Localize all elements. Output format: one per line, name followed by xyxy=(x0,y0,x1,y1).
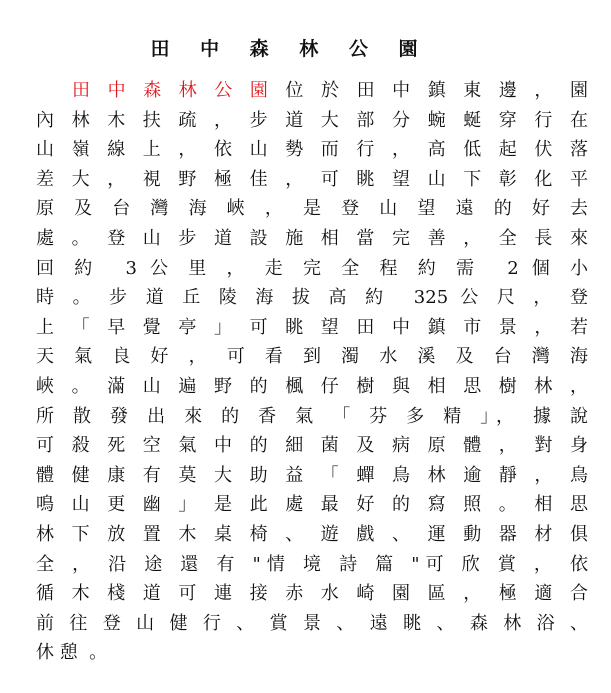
body-line-7: 回 約 3 公 里 ， 走 完 全 程 約 需 2 個 小 xyxy=(36,257,588,279)
document-title: 田 中 森 林 公 園 xyxy=(150,38,430,60)
body-line-4: 差 大 ， 視 野 極 佳 ， 可 眺 望 山 下 彰 化 平 xyxy=(36,168,588,190)
park-name-highlight: 田 中 森 林 公 園 xyxy=(72,80,274,101)
body-line-5: 原 及 台 灣 海 峽 ， 是 登 山 望 遠 的 好 去 xyxy=(36,198,588,220)
body-line-1-text: 位 於 田 中 鎮 東 邊 ， 園 xyxy=(273,80,588,101)
body-line-12: 所 散 發 出 來 的 香 氣 「 芬 多 精 」， 據 說 xyxy=(36,405,588,427)
body-line-11: 峽 。 滿 山 遍 野 的 楓 仔 樹 與 相 思 樹 林 ， xyxy=(36,375,588,397)
body-line-10: 天 氣 良 好 ， 可 看 到 濁 水 溪 及 台 灣 海 xyxy=(36,346,588,368)
body-line-1 xyxy=(36,76,588,106)
body-line-8: 時 。 步 道 丘 陵 海 拔 高 約 325 公 尺 ， 登 xyxy=(36,287,588,309)
body-line-15: 鳴 山 更 幽 」 是 此 處 最 好 的 寫 照 。 相 思 xyxy=(36,494,588,516)
body-line-9: 上 「 早 覺 亭 」 可 眺 望 田 中 鎮 市 景 ， 若 xyxy=(36,316,588,338)
body-line-19: 前 往 登 山 健 行 、 賞 景 、 遠 眺 、 森 林 浴 、 xyxy=(36,612,588,634)
body-line-17: 全 ， 沿 途 還 有 "情 境 詩 篇 "可 欣 賞 ， 依 xyxy=(36,553,588,575)
body-line-16: 林 下 放 置 木 桌 椅 、 遊 戲 、 運 動 器 材 俱 xyxy=(36,523,588,545)
body-line-18: 循 木 棧 道 可 連 接 赤 水 崎 園 區 ， 極 適 合 xyxy=(36,583,588,605)
document-body xyxy=(36,76,588,668)
body-line-6: 處 。 登 山 步 道 設 施 相 當 完 善 ， 全 長 來 xyxy=(36,227,588,249)
body-line-2: 內 林 木 扶 疏 ， 步 道 大 部 分 蜿 蜒 穿 行 在 xyxy=(36,109,588,131)
body-line-20: 休 憩 。 xyxy=(36,642,108,664)
body-line-3: 山 嶺 線 上 ， 依 山 勢 而 行 ， 高 低 起 伏 落 xyxy=(36,139,588,161)
body-line-14: 體 健 康 有 莫 大 助 益 「 蟬 鳥 林 逾 靜 ， 鳥 xyxy=(36,464,588,486)
body-line-13: 可 殺 死 空 氣 中 的 細 菌 及 病 原 體 ， 對 身 xyxy=(36,435,588,457)
